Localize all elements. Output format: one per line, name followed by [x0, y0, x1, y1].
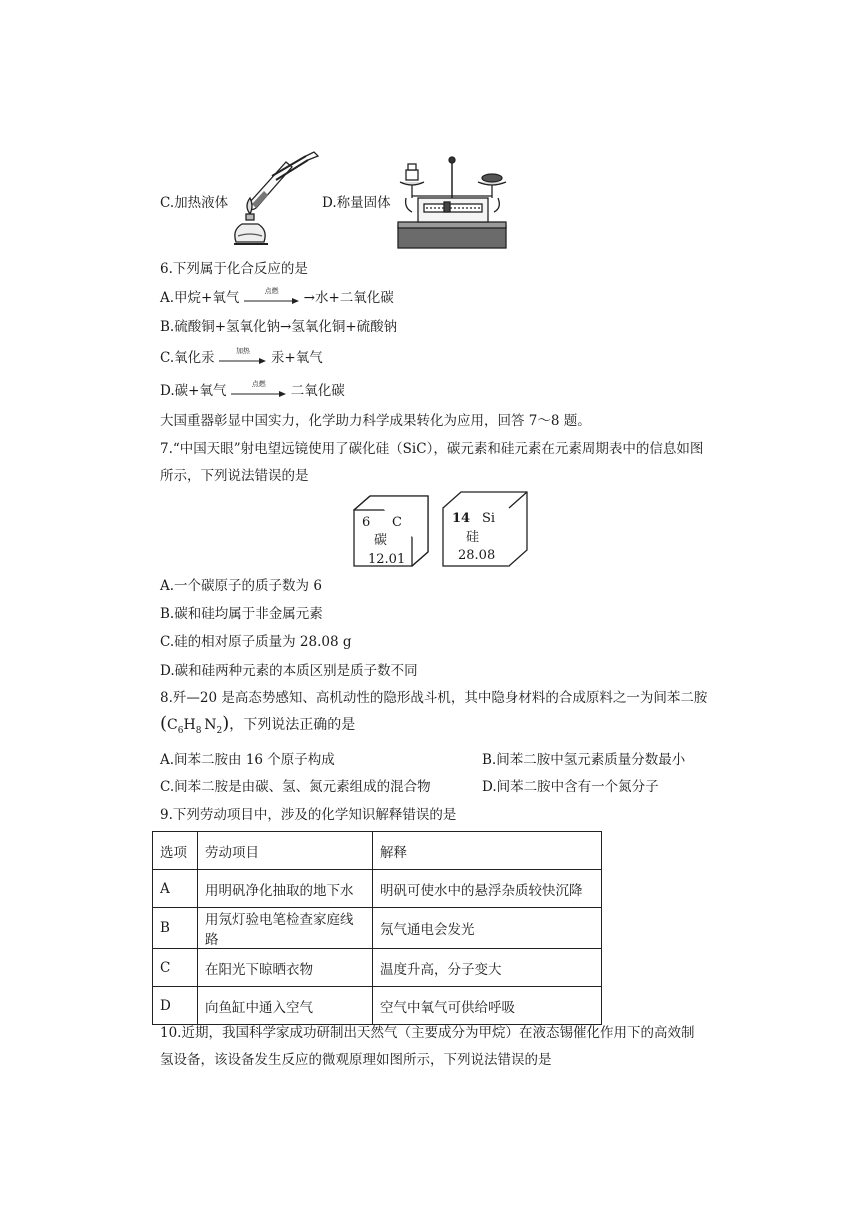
q8-option-a: A.间苯二胺由 16 个原子构成 — [160, 752, 335, 768]
q7-stem-line1: 7.“中国天眼”射电望远镜使用了碳化硅（SiC），碳元素和硅元素在元素周期表中的信息如图 — [160, 441, 704, 457]
q6-a-reactants: A.甲烷+氧气 — [160, 290, 240, 306]
table-cell: B — [153, 908, 198, 949]
arrow-icon — [231, 391, 287, 397]
table-cell: 明矾可使水中的悬浮杂质较快沉降 — [373, 870, 602, 908]
q6-d-reactants: D.碳+氧气 — [160, 383, 227, 399]
q8-formula-line: ($C_6H_8$ $N_2$)，下列说法正确的是 — [160, 713, 356, 736]
q8-option-d: D.间苯二胺中含有一个氮分子 — [482, 779, 659, 795]
carbon-symbol: C — [392, 515, 402, 530]
q10-stem-line2: 氢设备，该设备发生反应的微观原理如图所示，下列说法错误的是 — [160, 1052, 552, 1068]
q6-d-products: 二氧化碳 — [290, 383, 345, 399]
table-cell: D — [153, 987, 198, 1025]
table-cell: 空气中氧气可供给呼吸 — [373, 987, 602, 1025]
table-cell: 在阳光下晾晒衣物 — [198, 949, 373, 987]
silicon-atomic-number: 14 — [452, 511, 471, 526]
q7-option-b: B.碳和硅均属于非金属元素 — [160, 606, 323, 622]
q8-option-b: B.间苯二胺中氢元素质量分数最小 — [482, 752, 686, 768]
arrow-icon — [244, 298, 300, 304]
table-row — [153, 987, 602, 1025]
table-cell: 向鱼缸中通入空气 — [198, 987, 373, 1025]
table-header-cell: 解释 — [373, 832, 602, 870]
table-cell: 用明矾净化抽取的地下水 — [198, 870, 373, 908]
formula-h: H — [183, 717, 196, 733]
q7-option-d: D.碳和硅两种元素的本质区别是质子数不同 — [160, 663, 418, 679]
silicon-symbol: Si — [482, 511, 496, 526]
q8-option-c: C.间苯二胺是由碳、氢、氮元素组成的混合物 — [160, 779, 431, 795]
silicon-name: 硅 — [466, 530, 480, 545]
q6-c-products: 汞+氧气 — [270, 350, 323, 366]
balance-scale-illustration — [394, 152, 510, 252]
q6-option-b: B.硫酸铜+氢氧化钠→氢氧化铜+硫酸钠 — [160, 319, 398, 335]
reaction-arrow — [219, 346, 271, 368]
table-header-row — [153, 832, 602, 870]
q7-stem-line2: 所示，下列说法错误的是 — [160, 468, 309, 484]
silicon-mass: 28.08 — [458, 548, 496, 563]
table-cell: C — [153, 949, 198, 987]
labor-table — [152, 831, 602, 1025]
formula-h-sub: 8 — [195, 725, 202, 736]
q10-stem-line1: 10.近期，我国科学家成功研制出天然气（主要成分为甲烷）在液态锡催化作用下的高效制 — [160, 1025, 695, 1041]
formula-n-sub: 2 — [216, 725, 223, 736]
option-c-label: C.加热液体 — [160, 195, 229, 211]
reaction-arrow — [231, 379, 291, 401]
heating-liquid-illustration — [228, 150, 320, 250]
table-header-cell: 选项 — [153, 832, 198, 870]
table-cell: 用氖灯验电笔检查家庭线路 — [198, 908, 373, 949]
intro-7-8: 大国重器彰显中国实力，化学助力科学成果转化为应用，回答 7～8 题。 — [160, 413, 591, 429]
q6-option-d — [160, 379, 345, 401]
option-d-label: D.称量固体 — [322, 195, 391, 211]
q9-stem: 9.下列劳动项目中，涉及的化学知识解释错误的是 — [160, 807, 457, 823]
q7-option-c: C.硅的相对原子质量为 28.08 g — [160, 634, 352, 650]
q6-c-reactants: C.氧化汞 — [160, 350, 215, 366]
reaction-condition: 点燃 — [251, 379, 266, 388]
reaction-arrow — [244, 286, 304, 308]
formula-n: N — [204, 717, 217, 733]
q8-stem-after: ，下列说法正确的是 — [229, 717, 356, 733]
q6-stem: 6.下列属于化合反应的是 — [160, 261, 308, 277]
table-cell: 温度升高，分子变大 — [373, 949, 602, 987]
table-cell: A — [153, 870, 198, 908]
q6-option-a — [160, 286, 394, 308]
q6-option-c — [160, 346, 323, 368]
q6-a-products: →水+二氧化碳 — [303, 290, 394, 306]
table-row — [153, 949, 602, 987]
formula-c: C — [167, 717, 178, 733]
carbon-mass: 12.01 — [368, 552, 406, 567]
carbon-name: 碳 — [374, 533, 388, 548]
q8-stem-line1: 8.歼—20 是高态势感知、高机动性的隐形战斗机，其中隐身材料的合成原料之一为间苯二胺 — [160, 690, 708, 706]
q7-option-a: A.一个碳原子的质子数为 6 — [160, 578, 322, 594]
arrow-icon — [219, 358, 267, 364]
table-row — [153, 870, 602, 908]
formula-c-sub: 6 — [177, 725, 184, 736]
table-header-cell: 劳动项目 — [198, 832, 373, 870]
reaction-condition: 加热 — [235, 346, 250, 355]
table-row — [153, 908, 602, 949]
reaction-condition: 点燃 — [264, 286, 279, 295]
table-cell: 氖气通电会发光 — [373, 908, 602, 949]
carbon-atomic-number: 6 — [362, 515, 371, 530]
